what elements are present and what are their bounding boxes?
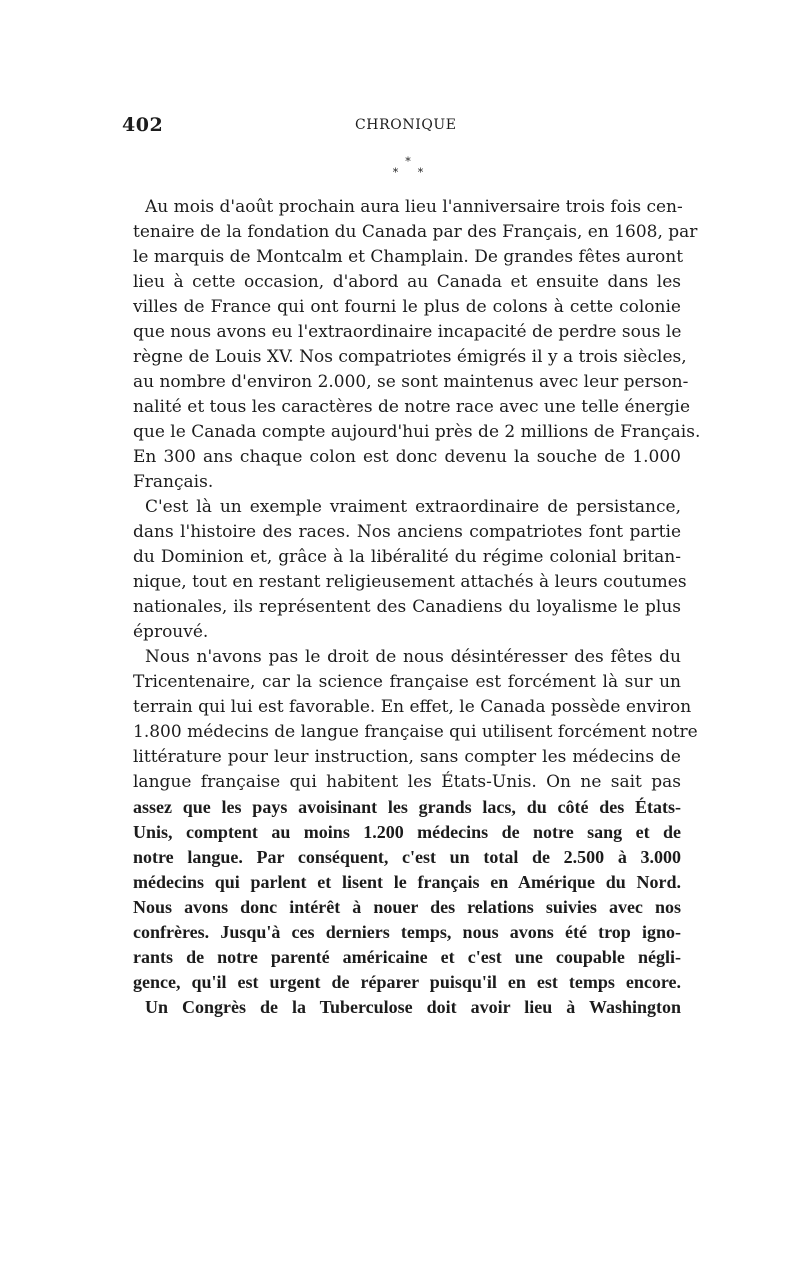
text-line: que nous avons eu l'extraordinaire incapacité de perdre sous le — [133, 322, 682, 342]
text-line: nationales, ils représentent des Canadiens du loyalisme le plus — [133, 597, 681, 617]
text-line: lieu à cette occasion, d'abord au Canada et ensuite dans les — [133, 272, 681, 292]
text-line: médecins qui parlent et lisent le français en Amérique du Nord. — [133, 872, 681, 892]
text-line: Au mois d'août prochain aura lieu l'anniversaire trois fois cen- — [145, 197, 683, 217]
text-line: Français. — [133, 472, 214, 492]
text-line: Unis, comptent au moins 1.200 médecins de notre sang et de — [133, 822, 681, 842]
text-line: que le Canada compte aujourd'hui près de 2 millions de Français. — [133, 422, 701, 442]
text-line: règne de Louis XV. Nos compatriotes émigrés il y a trois siècles, — [133, 347, 687, 367]
text-line: rants de notre parenté américaine et c'est une coupable négli- — [133, 947, 681, 967]
text-line: 1.800 médecins de langue française qui utilisent forcément notre — [133, 722, 698, 742]
section-asterism — [0, 156, 800, 186]
asterism-star-top: * — [405, 155, 411, 168]
running-title: CHRONIQUE — [355, 117, 457, 133]
text-line: gence, qu'il est urgent de réparer puisqu'il en est temps encore. — [133, 972, 681, 992]
text-line: nalité et tous les caractères de notre race avec une telle énergie — [133, 397, 691, 417]
text-line: C'est là un exemple vraiment extraordinaire de persistance, — [145, 497, 681, 517]
text-line: nique, tout en restant religieusement attachés à leurs coutumes — [133, 572, 687, 592]
text-line: Un Congrès de la Tuberculose doit avoir lieu à Washington — [145, 997, 681, 1017]
text-line: villes de France qui ont fourni le plus de colons à cette colonie — [133, 297, 681, 317]
asterism-stars-bottom: * * — [392, 166, 432, 179]
text-line: confrères. Jusqu'à ces derniers temps, nous avons été trop igno- — [133, 922, 681, 942]
page-header — [122, 114, 682, 140]
article-body — [133, 195, 701, 1020]
text-line: littérature pour leur instruction, sans compter les médecins de — [133, 747, 681, 767]
text-line: le marquis de Montcalm et Champlain. De grandes fêtes auront — [133, 247, 684, 267]
text-line: langue française qui habitent les États-Unis. On ne sait pas — [133, 772, 681, 792]
text-line: dans l'histoire des races. Nos anciens compatriotes font partie — [133, 522, 681, 542]
text-line: terrain qui lui est favorable. En effet, le Canada possède environ — [133, 697, 692, 717]
text-line: En 300 ans chaque colon est donc devenu la souche de 1.000 — [133, 447, 681, 467]
text-line: éprouvé. — [133, 622, 209, 642]
text-line: Tricentenaire, car la science française est forcément là sur un — [133, 672, 681, 692]
text-line: assez que les pays avoisinant les grands lacs, du côté des États- — [133, 797, 681, 817]
text-line: Nous n'avons pas le droit de nous désintéresser des fêtes du — [145, 647, 681, 667]
text-line: au nombre d'environ 2.000, se sont maintenus avec leur person- — [133, 372, 689, 392]
text-line: tenaire de la fondation du Canada par des Français, en 1608, par — [133, 222, 698, 242]
text-line: Nous avons donc intérêt à nouer des relations suivies avec nos — [133, 897, 681, 917]
text-line: du Dominion et, grâce à la libéralité du régime colonial britan- — [133, 547, 681, 567]
page-number: 402 — [122, 114, 164, 136]
text-line: notre langue. Par conséquent, c'est un total de 2.500 à 3.000 — [133, 847, 681, 867]
